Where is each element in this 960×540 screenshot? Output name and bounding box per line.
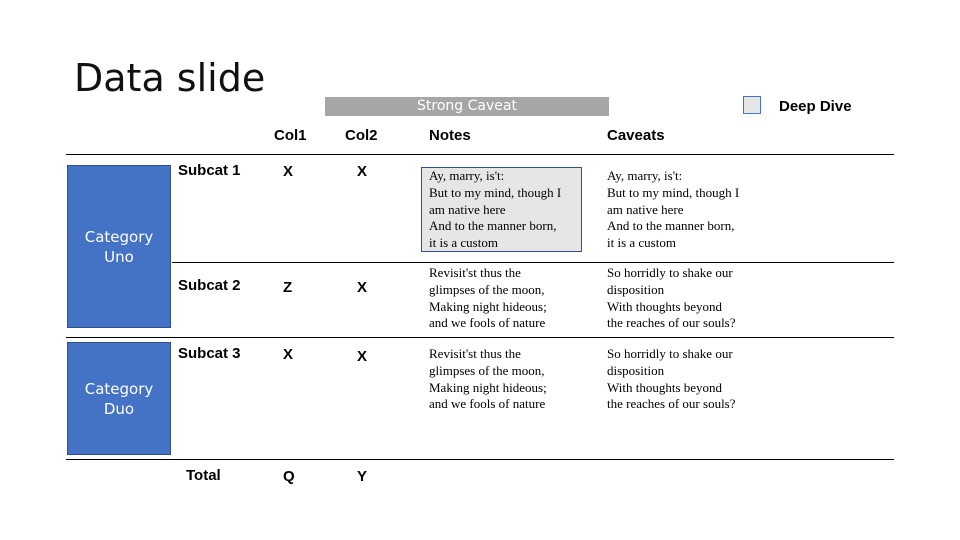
row3-notes: Revisit'st thus the glimpses of the moon, Making night hideous; and we fools of nature: [429, 346, 547, 412]
table-top-rule: [66, 154, 894, 155]
row-divider: [172, 262, 894, 263]
deep-dive-legend-label: Deep Dive: [779, 98, 852, 115]
category-duo-label: Category Duo: [84, 379, 154, 418]
row3-caveats: So horridly to shake our disposition With thoughts beyond the reaches of our souls?: [607, 346, 736, 412]
header-col1: Col1: [274, 127, 307, 144]
header-notes: Notes: [429, 127, 471, 144]
total-label: Total: [186, 467, 221, 484]
row2-caveats: So horridly to shake our disposition With thoughts beyond the reaches of our souls?: [607, 265, 736, 331]
table-bottom-rule: [66, 459, 894, 460]
category-uno-box: [67, 165, 171, 328]
total-col1: Q: [283, 468, 295, 485]
row1-caveats: Ay, marry, is't: But to my mind, though I am native here And to the manner born, it is a custom: [607, 168, 740, 251]
row2-notes: Revisit'st thus the glimpses of the moon, Making night hideous; and we fools of nature: [429, 265, 547, 331]
category-duo-box: [67, 342, 171, 455]
row1-notes: Ay, marry, is't: But to my mind, though I am native here And to the manner born, it is a custom: [429, 168, 562, 251]
deep-dive-legend-swatch: [743, 96, 761, 114]
row2-col2: X: [357, 279, 368, 296]
category-uno-label: Category Uno: [84, 227, 154, 266]
category-divider: [66, 337, 894, 338]
strong-caveat-banner: Strong Caveat: [325, 97, 609, 116]
total-col2: Y: [357, 468, 368, 485]
row3-col1: X: [283, 346, 294, 363]
subcat-3-label: Subcat 3: [178, 345, 241, 362]
header-col2: Col2: [345, 127, 378, 144]
subcat-1-label: Subcat 1: [178, 162, 241, 179]
subcat-2-label: Subcat 2: [178, 277, 241, 294]
row2-col1: Z: [283, 279, 293, 296]
header-caveats: Caveats: [607, 127, 665, 144]
row1-col2: X: [357, 163, 368, 180]
slide-title: Data slide: [74, 56, 266, 100]
row3-col2: X: [357, 348, 368, 365]
row1-col1: X: [283, 163, 294, 180]
